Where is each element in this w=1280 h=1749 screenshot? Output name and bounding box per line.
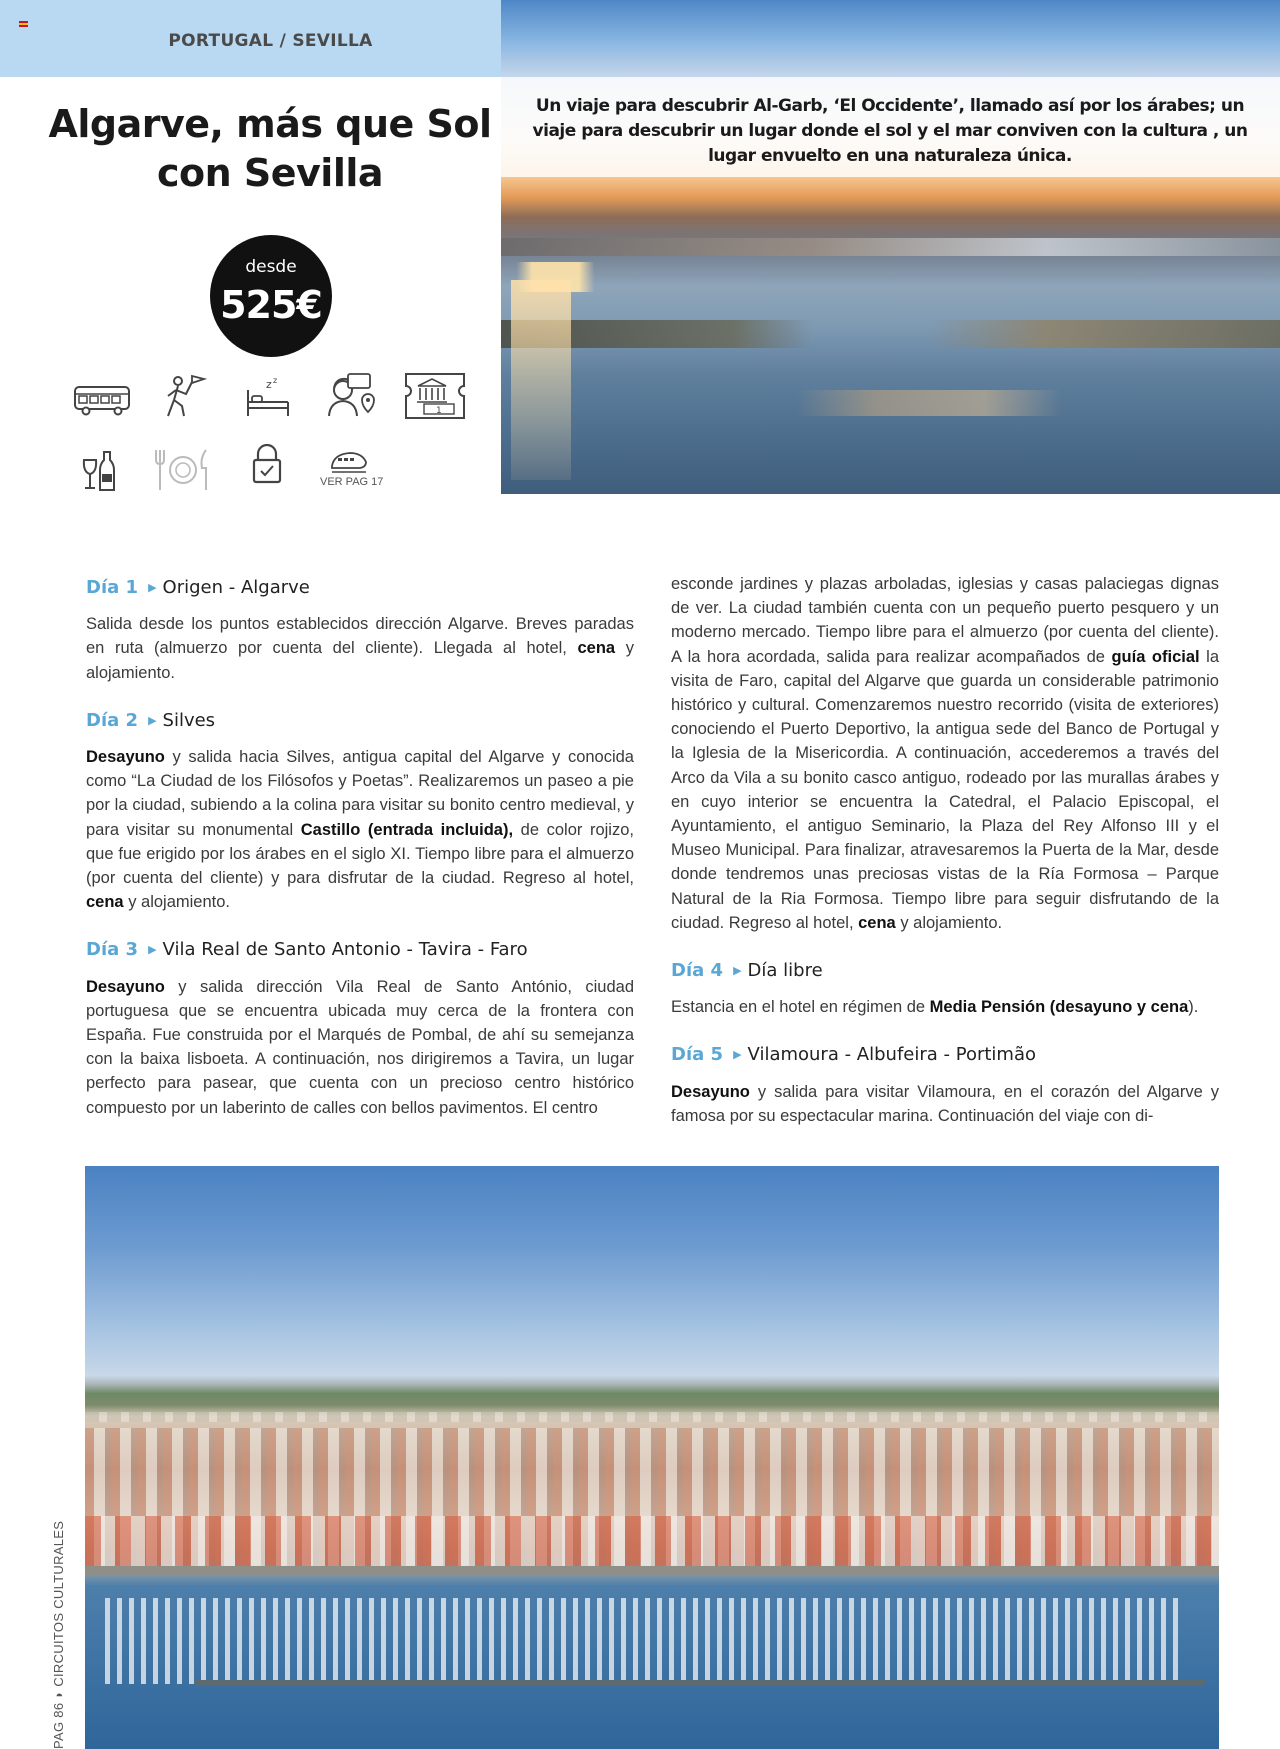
text-run: Salida desde los puntos establecidos dirección Algarve. Breves paradas en ruta (almuerzo por cuenta del cliente). Llegada al hotel, <box>86 615 634 658</box>
itinerary-right-column <box>671 572 1219 1128</box>
price-value: 525€ <box>220 283 322 327</box>
day-2-text <box>86 745 634 914</box>
svg-text:z: z <box>273 376 278 385</box>
guided-tour-icon <box>160 374 208 420</box>
text-run-bold: Desayuno <box>86 977 165 996</box>
text-run: la visita de Faro, capital del Algarve que guarda un considerable patrimonio histórico y cultural. Comenzaremos nuestro recorrido (visita de exteriores) conociendo el Puerto Deportivo, la antigua sede del Banco de Portugal y la Iglesia de la Misericordia. A continuación, accederemos a través del Arco da Vila a su bonito casco antiguo, rodeado por las murallas árabes y en cuyo interior se encuentra la Catedral, el Palacio Episcopal, el Ayuntamiento, el antiguo Seminario, la Plaza del Rey Alfonso III y el Museo Municipal. Para finalizar, atravesaremos la Puerta de la Mar, desde donde tendremos unas preciosas vistas de la Ría Formosa – Parque Natural de la Ria Formosa. Tiempo libre para seguir disfrutando de la ciudad. Regreso al hotel, <box>671 647 1219 932</box>
svg-text:z: z <box>266 378 272 391</box>
text-run: y salida dirección Vila Real de Santo António, ciudad portuguesa que se encuentra ubicada muy cerca de la frontera con España. Fue construida por el Marqués de Pombal, de ahí su semejanza con la baixa lisboeta. A continuación, nos dirigiremos a Tavira, un lugar perfecto para pasear, que cuenta con un precioso centro histórico compuesto por un laberinto de calles con bellos pavimentos. El centro <box>86 977 634 1117</box>
day-1-heading <box>86 576 634 600</box>
text-run-bold: cena <box>577 639 616 658</box>
text-run-bold: cena <box>858 913 896 932</box>
text-run: de color rojizo, que fue erigido por los árabes en el siglo XI. Tiempo libre para el almuerzo (por cuenta del cliente) y para disfrutar de la ciudad. Regreso al hotel, <box>86 820 634 888</box>
ver-pag-link[interactable]: VER PAG 17 <box>320 476 384 488</box>
day-title: Origen - Algarve <box>162 577 310 598</box>
wine-icon <box>82 450 116 492</box>
day-3-text <box>86 975 634 1120</box>
service-icons <box>68 372 488 502</box>
text-run: y salida para visitar Vilamoura, en el corazón del Algarve y famosa por su espectacular marina. Continuación del viaje con di- <box>671 1082 1219 1125</box>
text-run-bold: cena <box>86 893 124 912</box>
meals-icon <box>154 448 212 492</box>
day-title: Día libre <box>747 960 823 982</box>
svg-text:1: 1 <box>436 406 442 416</box>
day-4-heading <box>671 959 1219 983</box>
text-run: y salida hacia Silves, antigua capital del Algarve y conocida como “La Ciudad de los Filósofos y Poetas”. Realizaremos un paseo a pie por la ciudad, subiendo a la colina para visitar su bonito centro medieval, y para visitar su monumental <box>86 748 634 839</box>
trip-title-line: con Sevilla <box>156 151 384 195</box>
page-side-label: PAG 86 ◗ CIRCUITOS CULTURALES <box>51 1520 66 1749</box>
insurance-lock-icon <box>252 444 282 484</box>
day-title: Vilamoura - Albufeira - Portimão <box>747 1044 1036 1066</box>
price-badge <box>210 235 332 357</box>
day-1-text <box>86 612 634 685</box>
region-header: PORTUGAL / SEVILLA <box>168 31 373 51</box>
text-run-bold: Castillo (entrada incluida), <box>300 820 514 839</box>
text-run: esconde jardines y plazas arboladas, iglesias y casas palaciegas dignas de ver. La ciudad también cuenta con un pequeño puerto pesquero y un moderno mercado. Tiempo libre para el almuerzo (por cuenta del cliente). A la hora acordada, salida para realizar acompañados de <box>671 575 1219 666</box>
lagoon-sunset-photo <box>501 0 1280 494</box>
text-run: y alojamiento. <box>123 893 230 912</box>
intro-text: Un viaje para descubrir Al-Garb, ‘El Occidente’, llamado así por los árabes; un viaje para descubrir un lugar donde el sol y el mar conviven con la cultura , un lugar envuelto en una naturaleza única. <box>532 96 1248 166</box>
day-5-text <box>671 1080 1219 1128</box>
itinerary-left-column <box>86 576 634 1120</box>
chevron-right-icon: ▶ <box>733 964 742 978</box>
day-number: Día 3 <box>86 939 139 961</box>
day-number: Día 2 <box>86 709 139 731</box>
chevron-right-icon: ▶ <box>148 581 157 594</box>
language-flag-icon <box>19 21 28 27</box>
bus-icon <box>73 384 131 416</box>
chevron-right-icon: ▶ <box>733 1048 742 1062</box>
chevron-right-icon: ▶ <box>148 713 157 727</box>
text-run-bold: Media Pensión (desayuno y cena <box>929 998 1189 1017</box>
train-icon <box>330 450 368 476</box>
day-3-text-continued <box>671 572 1219 935</box>
hotel-bed-icon <box>244 376 292 420</box>
text-run: y alojamiento. <box>895 913 1003 932</box>
text-run-bold: guía oficial <box>1111 647 1200 666</box>
museum-ticket-icon <box>404 372 466 420</box>
day-number: Día 4 <box>671 960 724 982</box>
day-number: Día 5 <box>671 1044 724 1066</box>
text-run-bold: Desayuno <box>86 748 165 767</box>
day-title: Silves <box>162 709 216 731</box>
trip-title <box>40 100 500 198</box>
day-3-heading <box>86 938 634 962</box>
day-4-text <box>671 995 1219 1019</box>
chevron-right-icon: ▶ <box>148 943 157 957</box>
text-run: y alojamiento. <box>86 639 634 682</box>
text-run: ). <box>1188 998 1199 1017</box>
trip-title-line: Algarve, más que Sol <box>48 102 492 146</box>
price-from-label: desde <box>245 257 297 277</box>
day-2-heading <box>86 709 634 733</box>
local-guide-icon <box>326 372 376 418</box>
day-title: Vila Real de Santo Antonio - Tavira - Faro <box>162 939 528 961</box>
day-number: Día 1 <box>86 577 139 598</box>
day-5-heading <box>671 1043 1219 1067</box>
marina-aerial-photo <box>85 1166 1219 1749</box>
text-run: Estancia en el hotel en régimen de <box>671 998 930 1017</box>
text-run-bold: Desayuno <box>671 1082 750 1101</box>
